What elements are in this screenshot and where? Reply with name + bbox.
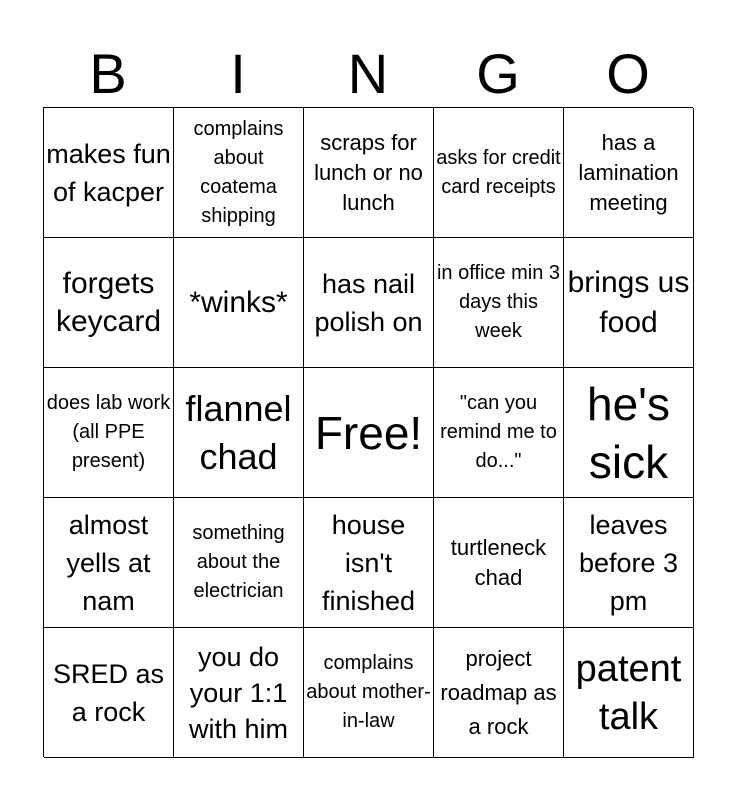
bingo-cell[interactable] (434, 238, 564, 368)
cell-text: SRED as a rock (52, 658, 165, 727)
bingo-cell[interactable] (174, 628, 304, 758)
cell-text: in office min 3 days this week (436, 262, 561, 342)
header-letter-i: I (230, 42, 246, 105)
cell-text: house isn't finished (321, 509, 416, 616)
cell-text: almost yells at nam (66, 509, 151, 616)
header-letter-o: O (606, 42, 650, 105)
cell-text: brings us food (567, 265, 690, 339)
header-letter-g: G (476, 42, 520, 105)
free-space-text: Free! (314, 406, 423, 459)
bingo-cell[interactable] (304, 628, 434, 758)
bingo-cell[interactable] (44, 108, 174, 238)
cell-text: has nail polish on (314, 268, 423, 337)
cell-text: "can you remind me to do..." (440, 392, 557, 472)
header-letter-n: N (347, 42, 389, 105)
cell-text: flannel chad (185, 387, 292, 477)
cell-text: something about the electrician (192, 522, 285, 602)
bingo-cell[interactable] (44, 368, 174, 498)
bingo-board (43, 107, 693, 757)
bingo-cell[interactable] (174, 498, 304, 628)
bingo-cell[interactable] (44, 628, 174, 758)
bingo-cell[interactable] (564, 628, 694, 758)
cell-text: asks for credit card receipts (436, 146, 561, 198)
bingo-cell[interactable] (434, 108, 564, 238)
bingo-cell[interactable] (434, 498, 564, 628)
cell-text: does lab work (all PPE present) (46, 392, 171, 472)
bingo-cell[interactable] (304, 238, 434, 368)
bingo-cell[interactable] (44, 238, 174, 368)
bingo-cell[interactable] (564, 368, 694, 498)
cell-text: scraps for lunch or no lunch (314, 129, 423, 215)
cell-text: you do your 1:1 with him (188, 641, 289, 744)
bingo-cell[interactable] (434, 368, 564, 498)
cell-text: makes fun of kacper (46, 138, 171, 207)
cell-text: complains about coatema shipping (193, 117, 284, 227)
cell-text: *winks* (189, 285, 288, 319)
cell-text: has a lamination meeting (578, 129, 679, 215)
header-letter-b: B (89, 42, 127, 105)
cell-text: he's sick (587, 377, 670, 488)
bingo-cell[interactable] (564, 238, 694, 368)
bingo-cell[interactable] (174, 238, 304, 368)
cell-text: project roadmap as a rock (440, 645, 557, 739)
bingo-cell[interactable] (564, 108, 694, 238)
cell-text: patent talk (575, 647, 682, 738)
cell-text: complains about mother-in-law (306, 652, 431, 732)
bingo-cell[interactable] (174, 108, 304, 238)
bingo-cell[interactable] (304, 498, 434, 628)
cell-text: forgets keycard (55, 266, 162, 338)
free-space-cell[interactable] (304, 368, 434, 498)
bingo-header (43, 40, 693, 108)
cell-text: leaves before 3 pm (578, 509, 679, 616)
bingo-cell[interactable] (174, 368, 304, 498)
bingo-cell[interactable] (434, 628, 564, 758)
bingo-cell[interactable] (564, 498, 694, 628)
bingo-cell[interactable] (304, 108, 434, 238)
bingo-cell[interactable] (44, 498, 174, 628)
cell-text: turtleneck chad (450, 534, 547, 590)
